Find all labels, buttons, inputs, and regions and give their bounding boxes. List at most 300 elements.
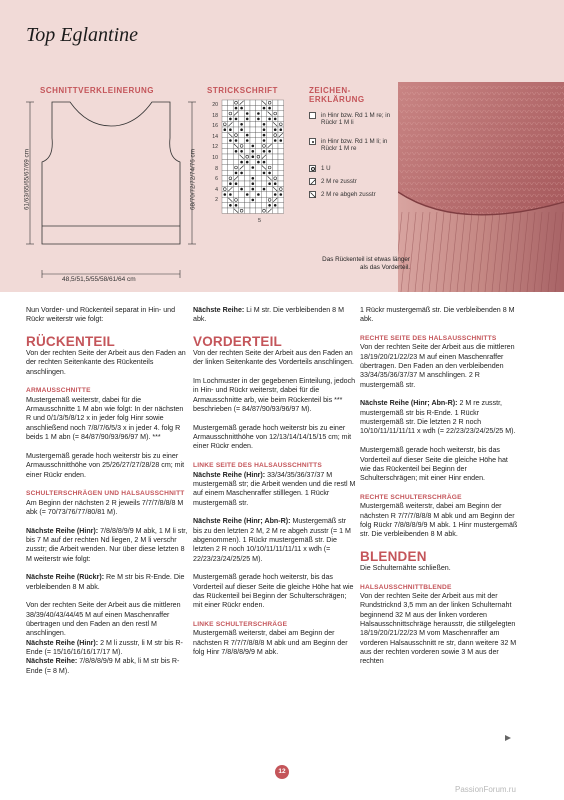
purl-dot-mark [263, 139, 266, 142]
legend-text: 2 M re zusstr [321, 178, 357, 185]
paragraph: Mustergemäß gerade hoch weiterstr, bis das Vorderteil auf dieser Seite die gleiche Höhe hat wie das Rückenteil bei Beginn der Schulterschrägen; mit einer Rückr enden. [193, 573, 354, 610]
chart-cell [261, 143, 267, 148]
chart-cell [278, 186, 284, 191]
purl-dot-mark [240, 172, 243, 175]
legend-text: in Hinr bzw. Rd 1 M li; in Rückr 1 M re [321, 138, 388, 152]
chart-cell [228, 100, 234, 105]
circle-square-icon [309, 165, 316, 172]
row-label: Nächste Reihe: [26, 657, 78, 666]
row-text: Re M str bis R-Ende. Die verbleibenden 8 M abk. [26, 573, 185, 591]
purl-dot-mark [274, 118, 277, 121]
legend-text: in Hinr bzw. Rd 1 M re; in Rückr 1 M li [321, 112, 391, 126]
width-label: 48,5/51,5/55/58/61/64 cm [62, 276, 136, 283]
purl-dot-mark [246, 112, 249, 115]
chart-cell [278, 165, 284, 170]
chart-cell [250, 203, 256, 208]
chart-cell [256, 105, 262, 110]
chart-cell [244, 208, 250, 213]
subheading-schulter: SCHULTERSCHRÄGEN UND HALSAUSSCHNITT [26, 490, 185, 498]
chart-cell [267, 186, 273, 191]
purl-dot-mark [235, 139, 238, 142]
purl-dot-mark [252, 155, 255, 158]
chart-cell [250, 208, 256, 213]
chart-cell [228, 170, 234, 175]
chart-cell [250, 159, 256, 164]
purl-dot-mark [252, 182, 255, 185]
purl-dot-mark [240, 150, 243, 153]
chart-cell [272, 176, 278, 181]
chart-cell [278, 197, 284, 202]
purl-dot-mark [246, 139, 249, 142]
paragraph: Mustergemäß weiterstr, dabei am Beginn der nächsten R 7/7/7/8/8/8 M abk und am Beginn der folg Hinr 7/8/8/8/9/9 M abk. [193, 629, 348, 657]
purl-dot-mark [263, 134, 266, 137]
chart-cell [261, 203, 267, 208]
chart-cell [222, 165, 228, 170]
chart-cell [261, 116, 267, 121]
chart-cell [233, 159, 239, 164]
purl-dot-mark [263, 123, 266, 126]
chart-cell [278, 203, 284, 208]
chart-cell [256, 122, 262, 127]
paragraph: Im Lochmuster in der gegebenen Einteilung, jedoch in Hin- und Rückr weiterstr, dabei für die Armausschnitte arb, wie beim Rückenteil bis *** beschrieben (= 84/87/90/93/96/97 M). [193, 377, 356, 414]
purl-dot-mark [246, 193, 249, 196]
chart-cell [256, 170, 262, 175]
chart-cell [222, 116, 228, 121]
chart-cell [272, 159, 278, 164]
purl-dot-mark [246, 161, 249, 164]
chart-cell [222, 132, 228, 137]
continue-arrow-icon [505, 735, 511, 741]
chart-cell [244, 165, 250, 170]
chart-cell [256, 143, 262, 148]
paragraph [193, 517, 357, 564]
purl-dot-mark [280, 139, 283, 142]
row-label: Nächste Reihe (Hinr): [193, 470, 266, 479]
chart-cell [228, 208, 234, 213]
row-number: 10 [212, 154, 218, 161]
purl-dot-mark [268, 204, 271, 207]
section-heading-blenden: BLENDEN [360, 548, 427, 564]
paragraph [26, 527, 189, 564]
chart-cell [222, 208, 228, 213]
chart-cell [278, 176, 284, 181]
garment-outline [42, 102, 180, 244]
purl-dot-mark [274, 182, 277, 185]
chart-cell [278, 100, 284, 105]
chart-cell [222, 181, 228, 186]
chart-cell [250, 116, 256, 121]
paragraph: Mustergemäß gerade hoch weiterstr, bis das Vorderteil auf dieser Seite die gleiche Höhe hat wie das Rückenteil bei Beginn der Schulterschrägen; mit einer Hinr enden. [360, 446, 508, 483]
knitwear-illustration [398, 82, 564, 292]
paragraph: Mustergemäß gerade hoch weiterstr bis zu einer Armausschnitthöhe von 25/26/27/27/28/28 cm; mit einer Rückr enden. [26, 451, 185, 479]
chart-cell [222, 203, 228, 208]
paragraph: Von der rechten Seite der Arbeit aus den Faden an der linken Seitenkante des Vorderteils anschlingen. [193, 349, 354, 367]
chart-cell [239, 138, 245, 143]
right-height-label: 68/70/72/72/74/76 cm [189, 149, 197, 210]
chart-cell [256, 208, 262, 213]
section-heading-rueckenteil: RÜCKENTEIL [26, 334, 115, 350]
chart-cell [256, 203, 262, 208]
chart-cell [233, 154, 239, 159]
chart-cell [272, 100, 278, 105]
row-label: Nächste Reihe (Hinr; Abn-R): [360, 399, 458, 408]
chart-cell [233, 127, 239, 132]
purl-dot-mark [257, 193, 260, 196]
chart-cell [239, 111, 245, 116]
chart-cell [228, 159, 234, 164]
chart-cell [239, 116, 245, 121]
empty-square-icon [309, 112, 316, 119]
purl-dot-mark [235, 118, 238, 121]
purl-dot-mark [229, 193, 232, 196]
purl-dot-mark [274, 193, 277, 196]
chart-cell [272, 143, 278, 148]
purl-dot-mark [252, 150, 255, 153]
chart-cell [272, 111, 278, 116]
purl-dot-mark [252, 188, 255, 191]
row-number: 6 [215, 176, 218, 183]
purl-dot-mark [263, 107, 266, 110]
row-number: 20 [212, 102, 218, 108]
chart-cell [222, 154, 228, 159]
chart-cell [272, 208, 278, 213]
chart-cell [228, 111, 234, 116]
purl-dot-mark [263, 188, 266, 191]
row-number: 4 [215, 186, 218, 193]
chart-cell [272, 132, 278, 137]
chart-cell [267, 197, 273, 202]
row-text: 7/8/8/8/9/9 M abk, li M str bis R-Ende (= 8 M). [26, 657, 180, 675]
chart-cell [222, 143, 228, 148]
chart-cell [278, 143, 284, 148]
text-column-3 [360, 306, 518, 676]
purl-dot-mark [268, 172, 271, 175]
chart-cell [278, 122, 284, 127]
chart-cell [228, 149, 234, 154]
chart-cell [267, 132, 273, 137]
chart-cell [278, 116, 284, 121]
chart-cell [267, 127, 273, 132]
purl-dot-mark [240, 188, 243, 191]
paragraph [193, 471, 357, 508]
chart-cell [256, 127, 262, 132]
legend-heading [309, 86, 365, 104]
row-number: 12 [212, 144, 218, 151]
purl-dot-mark [257, 118, 260, 121]
chart-cell [261, 208, 267, 213]
text-column-2 [193, 306, 357, 667]
purl-dot-mark [229, 118, 232, 121]
chart-cell [256, 186, 262, 191]
chart-cell [222, 111, 228, 116]
chart-cell [250, 170, 256, 175]
chart-cell [233, 132, 239, 137]
purl-dot-mark [246, 118, 249, 121]
purl-dot-mark [257, 161, 260, 164]
purl-dot-mark [235, 107, 238, 110]
chart-cell [250, 105, 256, 110]
chart-cell [244, 170, 250, 175]
purl-dot-mark [240, 128, 243, 131]
purl-dot-mark [274, 139, 277, 142]
paragraph: Am Beginn der nächsten 2 R jeweils 7/7/7/8/8/8 M abk (= 70/73/76/77/80/81 M). [26, 498, 184, 516]
chart-cell [233, 186, 239, 191]
chart-cell [256, 154, 262, 159]
paragraph: Mustergemäß gerade hoch weiterstr bis zu einer Armausschnitthöhe von 12/13/14/14/15/15 cm; mit einer Rückr enden. [193, 423, 352, 451]
chart-cell [222, 170, 228, 175]
chart-cell [222, 176, 228, 181]
chart-cell [244, 181, 250, 186]
purl-dot-mark [229, 139, 232, 142]
purl-dot-mark [229, 128, 232, 131]
right-slant-icon [309, 178, 316, 185]
legend-heading-line2: ERKLÄRUNG [309, 95, 365, 104]
dot-square-icon [309, 138, 316, 145]
photo-caption: Das Rückenteil ist etwas länger als das Vorderteil. [322, 256, 410, 271]
chart-cell [239, 208, 245, 213]
left-height-label: 61/63/65/65/67/69 cm [23, 149, 31, 210]
chart-cell [267, 122, 273, 127]
legend-text: 1 U [321, 165, 331, 172]
legend-heading-line1: ZEICHEN- [309, 86, 351, 95]
purl-dot-mark [235, 150, 238, 153]
paragraph: Mustergemäß weiterstr, dabei für die Armausschnitte 1 M abn wie folgt: In der nächsten R und 0/1/3/5/8/12 x in jeder folg Hinr sowie anschließend noch 7/8/7/6/5/3 x in jeder 4. folg R beids 1 M abn (= 84/87/90/93/96/97 M). *** [26, 395, 184, 442]
chart-rapport-label: 5 [258, 218, 262, 224]
purl-dot-mark [268, 182, 271, 185]
subheading-linke-schulter: LINKE SCHULTERSCHRÄGE [193, 621, 288, 628]
chart-cell [267, 192, 273, 197]
paragraph [26, 573, 189, 592]
row-label: Nächste Reihe: [193, 306, 245, 314]
chart-cell [267, 165, 273, 170]
chart-cell [239, 132, 245, 137]
purl-dot-mark [280, 128, 283, 131]
purl-dot-mark [229, 182, 232, 185]
chart-cell [261, 111, 267, 116]
chart-row-numbers [206, 100, 218, 206]
knitting-chart-grid [221, 99, 285, 215]
row-text: 33/34/35/36/37/37 M mustergemäß str; die Arbeit wenden und die restl M auf einem Maschenraffer stilllegen. 1 Rückr mustergemäß str. [193, 470, 356, 507]
chart-cell [267, 154, 273, 159]
garment-photo [398, 82, 564, 292]
purl-dot-mark [263, 161, 266, 164]
paragraph: Von der rechten Seite der Arbeit aus mit der Rundstricknd 3,5 mm an der linken Schulternaht beginnend 32 M aus der linken vorderen Halsausschnittschräge herausstr, die stillgelegten 18/19/20/21/22/23 M vom Maschenraffer am vorderen Halsausschnitt re str, dann weitere 32 M aus der rechten vorderen sowie 3 M aus der rechten [360, 591, 517, 666]
chart-cell [250, 122, 256, 127]
chart-cell [261, 197, 267, 202]
purl-dot-mark [235, 172, 238, 175]
purl-dot-mark [263, 172, 266, 175]
schematic-heading: SCHNITTVERKLEINERUNG [40, 86, 155, 95]
chart-cell [250, 100, 256, 105]
chart-cell [256, 165, 262, 170]
chart-cell [256, 197, 262, 202]
chart-cell [261, 192, 267, 197]
chart-cell [256, 176, 262, 181]
chart-cell [278, 111, 284, 116]
paragraph [26, 639, 189, 658]
chart-cell [272, 149, 278, 154]
watermark: PassionForum.ru [455, 785, 516, 794]
chart-cell [244, 100, 250, 105]
chart-cell [222, 159, 228, 164]
row-number: 8 [215, 165, 218, 172]
schematic-diagram [22, 98, 200, 284]
chart-cell [239, 197, 245, 202]
purl-dot-mark [240, 161, 243, 164]
paragraph: Mustergemäß weiterstr, dabei am Beginn der nächsten R 7/7/7/8/8/8 M abk und am Beginn der folg Rückr 7/8/8/8/9/9 M abk. 1 Hinr mustergemäß str. Die verbleibenden 8 M abk. [360, 502, 518, 539]
chart-cell [244, 186, 250, 191]
chart-cell [228, 143, 234, 148]
purl-dot-mark [246, 134, 249, 137]
chart-cell [228, 105, 234, 110]
chart-cell [278, 154, 284, 159]
chart-cell [267, 159, 273, 164]
purl-dot-mark [268, 107, 271, 110]
chart-cell [222, 100, 228, 105]
paragraph: Von der rechten Seite der Arbeit aus die mittleren 38/39/40/43/44/45 M auf einen Maschenraffer übertragen und den Faden an den restl M anschlingen. [26, 601, 181, 638]
chart-cell [256, 181, 262, 186]
row-label: Nächste Reihe (Hinr): [26, 526, 99, 535]
purl-dot-mark [240, 107, 243, 110]
subheading-halsausschnittblende: HALSAUSSCHNITTBLENDE [360, 583, 452, 591]
purl-dot-mark [235, 204, 238, 207]
chart-cell [267, 100, 273, 105]
purl-dot-mark [252, 145, 255, 148]
chart-cell [278, 181, 284, 186]
chart-cell [233, 100, 239, 105]
row-number: 16 [212, 123, 218, 130]
chart-cell [244, 154, 250, 159]
chart-cell [278, 208, 284, 213]
chart-heading: STRICKSCHRIFT [207, 86, 278, 95]
chart-cell [278, 159, 284, 164]
chart-cell [244, 176, 250, 181]
paragraph: Von der rechten Seite der Arbeit aus die mittleren 18/19/20/21/22/23 M auf einen Maschenraffer übertragen. Den Faden an den verbleibenden 33/34/35/36/37/37 M anschlingen. 2 R mustergemäß str. [360, 343, 515, 389]
page-number: 12 [275, 765, 289, 779]
row-text: Li M str. Die verbleibenden 8 M abk. [193, 306, 345, 324]
chart-cell [222, 197, 228, 202]
chart-cell [261, 176, 267, 181]
subheading-armausschnitte: ARMAUSSCHNITTE [26, 387, 91, 395]
row-number: 14 [212, 133, 218, 140]
legend-text: 2 M re abgeh zusstr [321, 191, 376, 198]
chart-cell [256, 149, 262, 154]
row-text: 2 M li zusstr, li M str bis R-Ende (= 15/16/16/16/17/17 M). [26, 638, 183, 657]
paragraph [193, 306, 357, 325]
chart-cell [261, 181, 267, 186]
chart-cell [244, 149, 250, 154]
chart-cell [256, 132, 262, 137]
chart-cell [250, 138, 256, 143]
chart-cell [272, 165, 278, 170]
chart-cell [222, 149, 228, 154]
chart-cell [222, 138, 228, 143]
row-text: 2 M re zusstr, mustergemäß str bis R-Ende. 1 Rückr mustergemäß str. Die letzten 2 R noch 10/10/11/11/11/11 x wdh (= 22/23/23/24/25/25 M). [360, 399, 516, 436]
purl-dot-mark [263, 128, 266, 131]
text-column-1 [26, 306, 189, 685]
purl-dot-mark [224, 193, 227, 196]
chart-cell [272, 170, 278, 175]
chart-cell [256, 100, 262, 105]
chart-cell [222, 122, 228, 127]
chart-cell [278, 105, 284, 110]
chart-cell [244, 197, 250, 202]
paragraph: Von der rechten Seite der Arbeit aus den Faden an der rechten Seitenkante des Rückenteils anschlingen. [26, 349, 186, 376]
chart-cell [222, 105, 228, 110]
chart-cell [233, 192, 239, 197]
row-label: Nächste Reihe (Rückr): [26, 573, 105, 582]
chart-cell [228, 176, 234, 181]
chart-cell [244, 122, 250, 127]
purl-dot-mark [257, 112, 260, 115]
chart-cell [233, 165, 239, 170]
paragraph [360, 399, 518, 436]
subheading-rechte-schulter: RECHTE SCHULTERSCHRÄGE [360, 493, 462, 501]
chart-cell [244, 203, 250, 208]
purl-dot-mark [268, 150, 271, 153]
purl-dot-mark [280, 193, 283, 196]
chart-cell [239, 176, 245, 181]
row-text: Mustergemäß str bis zu den letzten 2 M, 2 M re abgeh zusstr (= 1 M abgenommen). 1 Rückr mustergemäß str. Die letzten 2 R noch 10/10/11/11/11/11 x wdh (= 22/23/23/24/25/25 M). [193, 517, 351, 563]
chart-cell [239, 143, 245, 148]
purl-dot-mark [229, 204, 232, 207]
purl-dot-mark [252, 199, 255, 202]
purl-dot-mark [263, 150, 266, 153]
purl-dot-mark [274, 204, 277, 207]
row-number: 18 [212, 112, 218, 119]
chart-cell [278, 170, 284, 175]
purl-dot-mark [268, 118, 271, 121]
row-number: 2 [215, 197, 218, 204]
chart-cell [244, 105, 250, 110]
paragraph: Die Schulternähte schließen. [360, 563, 451, 572]
purl-dot-mark [240, 123, 243, 126]
chart-cell [239, 203, 245, 208]
purl-dot-mark [252, 177, 255, 180]
row-text: 7/8/8/8/9/9 M abk, 1 M li str, bis 7 M auf der rechten Nd liegen, 2 M li verschr zusstr; die Arbeit wenden. Nur über diese letzten 8 M weiterstr wie folgt: [26, 526, 188, 563]
purl-dot-mark [274, 128, 277, 131]
section-heading-vorderteil: VORDERTEIL [193, 334, 283, 350]
chart-cell [250, 192, 256, 197]
paragraph [26, 657, 189, 676]
purl-dot-mark [235, 182, 238, 185]
left-slant-icon [309, 191, 316, 198]
chart-cell [239, 181, 245, 186]
chart-cell [244, 143, 250, 148]
subheading-rechte-seite-hals: RECHTE SEITE DES HALSAUSSCHNITTS [360, 335, 497, 343]
chart-cell [272, 154, 278, 159]
row-label: Nächste Reihe (Hinr; Abn-R): [193, 517, 291, 526]
chart-cell [228, 154, 234, 159]
chart-cell [222, 186, 228, 191]
chart-cell [244, 127, 250, 132]
chart-cell [267, 138, 273, 143]
chart-cell [233, 197, 239, 202]
chart-cell [233, 122, 239, 127]
chart-cell [272, 105, 278, 110]
purl-dot-mark [252, 166, 255, 169]
paragraph: 1 Rückr mustergemäß str. Die verbleibenden 8 M abk. [360, 306, 515, 324]
chart-cell [250, 127, 256, 132]
intro-paragraph: Nun Vorder- und Rückenteil separat in Hin- und Rückr weiterstr wie folgt: [26, 306, 176, 324]
subheading-linke-seite-hals: LINKE SEITE DES HALSAUSSCHNITTS [193, 462, 322, 470]
chart-cell [256, 138, 262, 143]
chart-cell [250, 132, 256, 137]
chart-cell [278, 149, 284, 154]
chart-cell [239, 192, 245, 197]
purl-dot-mark [224, 128, 227, 131]
page-title: Top Eglantine [26, 24, 139, 46]
